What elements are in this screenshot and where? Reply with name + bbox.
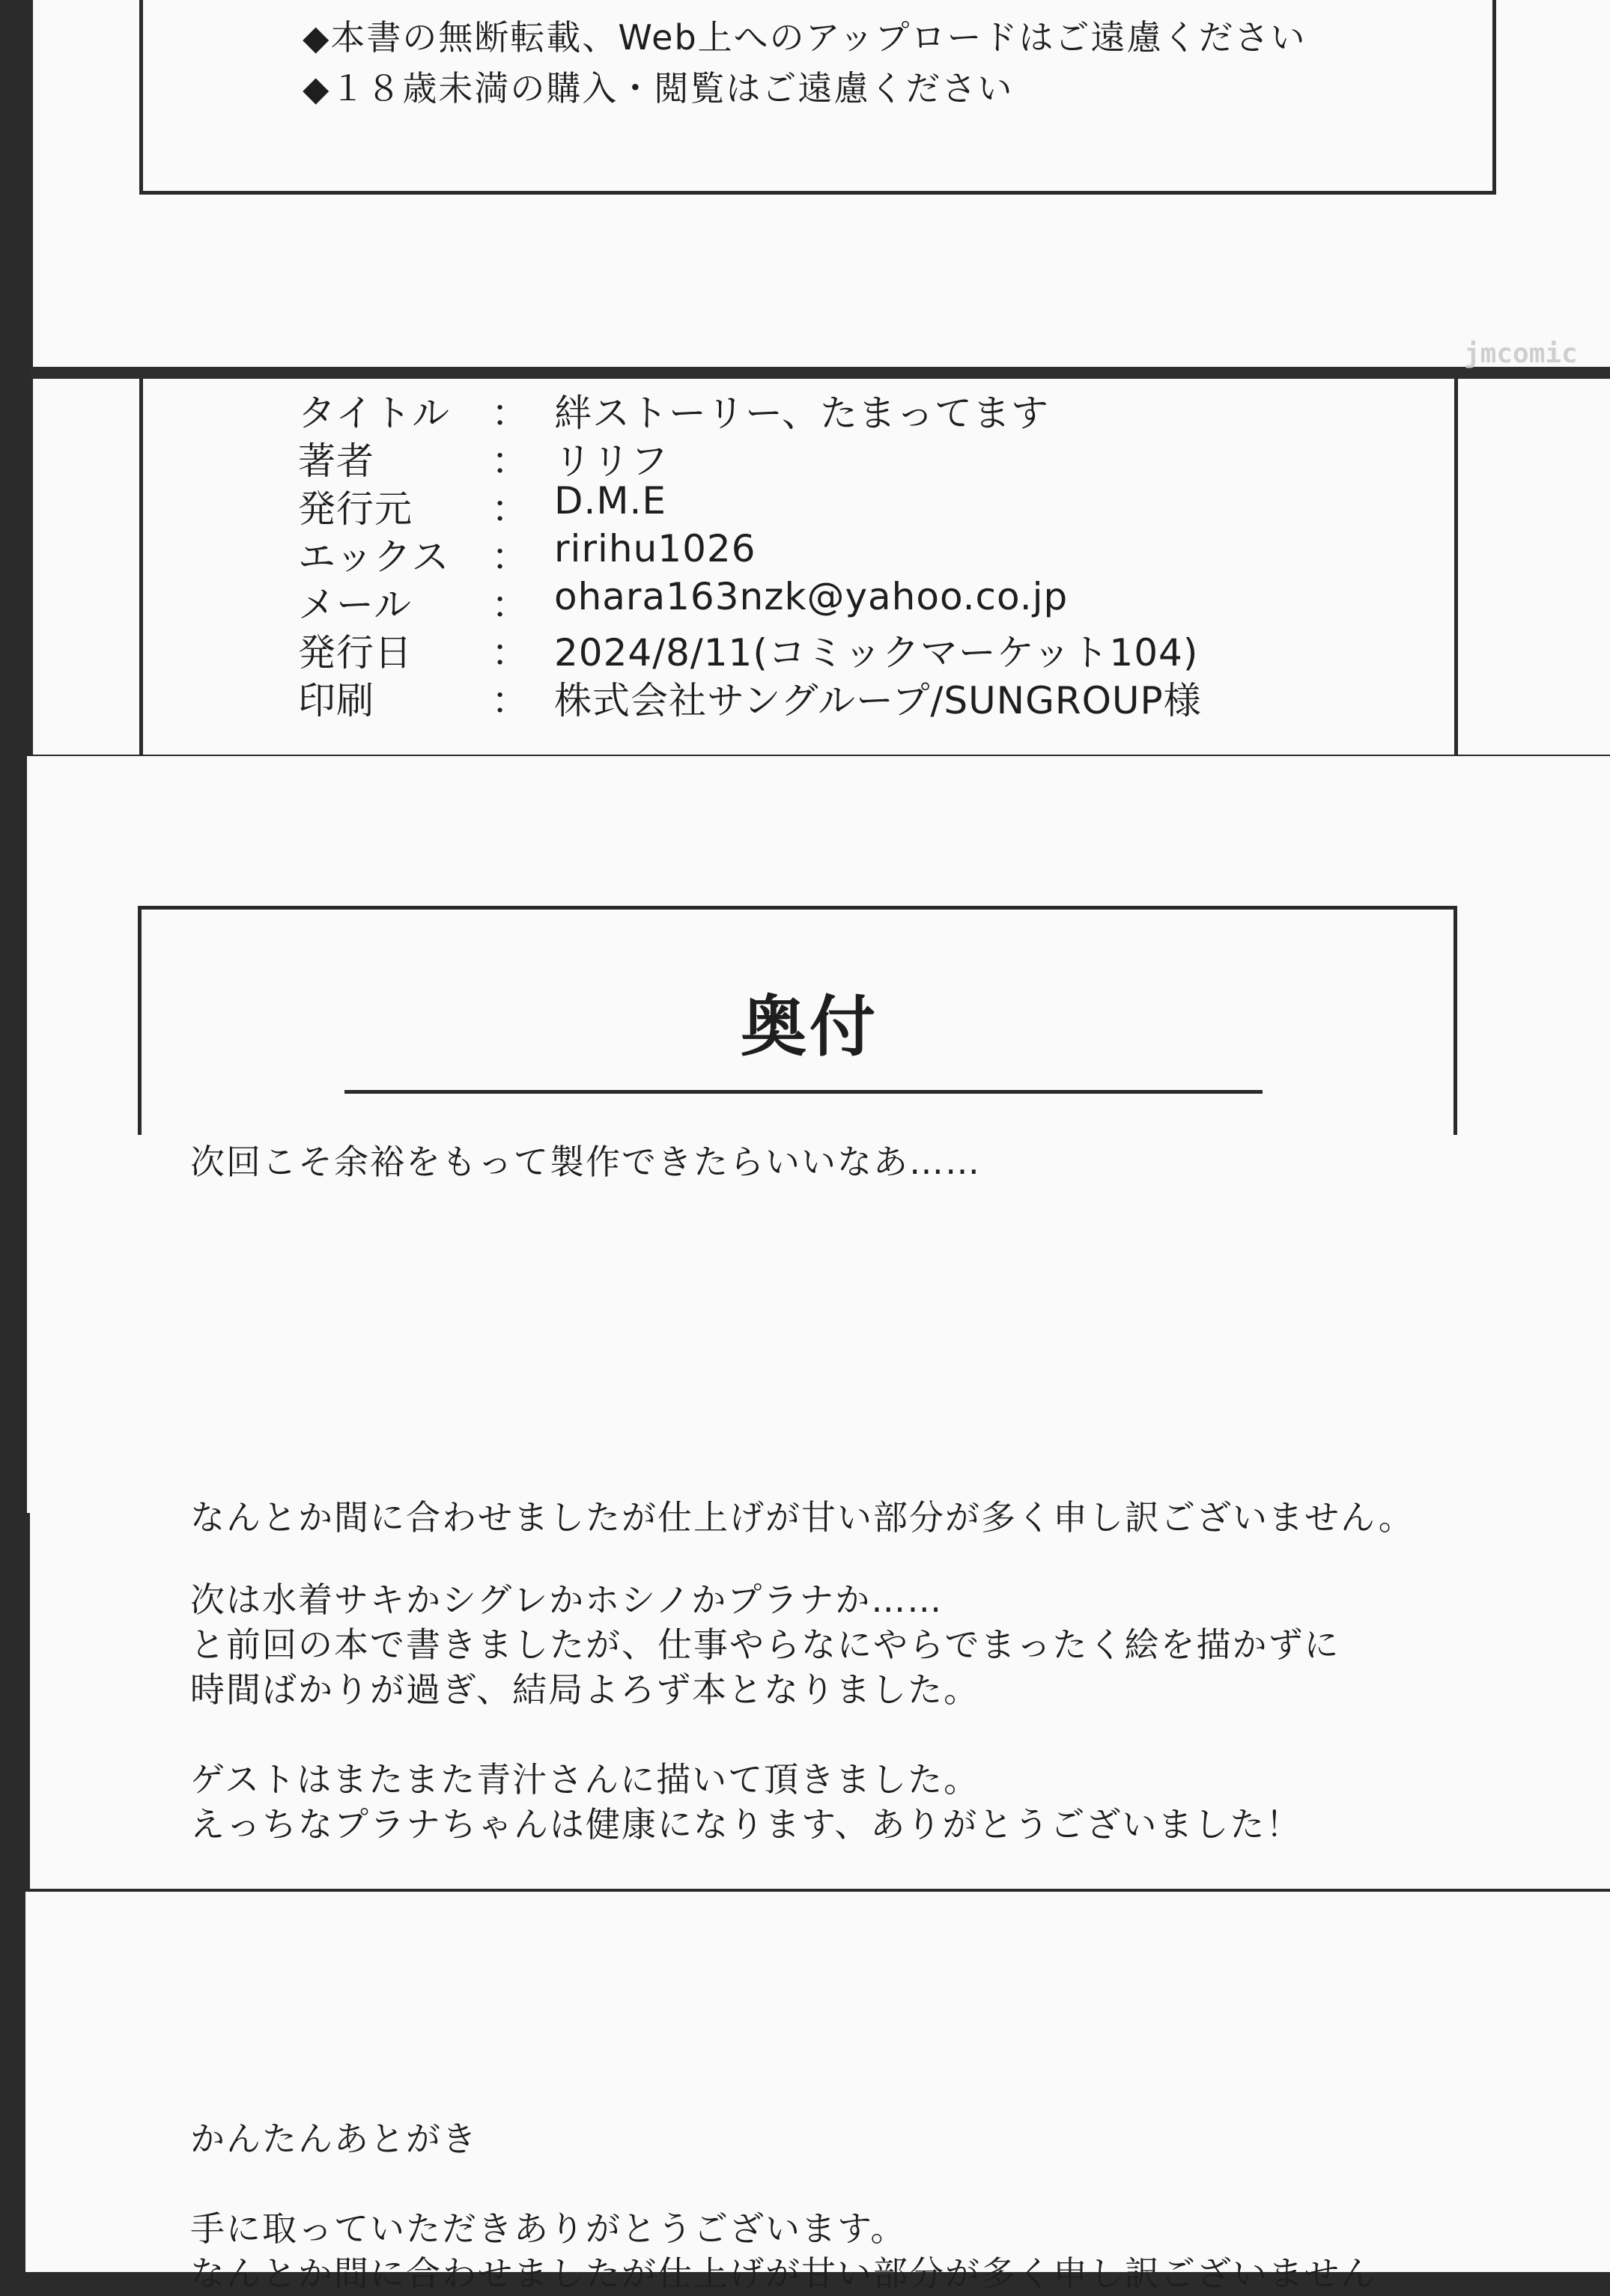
next-time-line: 次回こそ余裕をもって製作できたらいいなあ…… <box>190 1142 981 1182</box>
colophon-box-left-edge <box>139 379 143 755</box>
notice-line-2: ◆１８歳未満の購入・閲覧はご遠慮ください <box>303 68 1014 109</box>
notice-strip <box>33 0 1610 367</box>
cut-line: なんとか間に合わせましたが仕上げが甘い部分が多く申し訳ございません。 <box>190 1497 1415 1538</box>
para2-line-1: ゲストはまたまた青汁さんに描いて頂きました。 <box>190 1759 980 1800</box>
para2-line-2: えっちなプラナちゃんは健康になります、ありがとうございました！ <box>190 1804 1302 1845</box>
okuduke-box-top <box>138 906 1457 910</box>
simple-afterword-strip <box>25 1892 1610 2294</box>
watermark: jmcomic <box>1464 338 1578 369</box>
para1-line-1: 次は水着サキかシグレかホシノかプラナか…… <box>190 1580 944 1620</box>
bottom-cut-line: なんとか間に合わせましたが仕上げが甘い部分が多く申し訳ございません <box>190 2253 1376 2294</box>
separator-bar <box>30 367 1610 379</box>
afterword-heading: かんたんあとがき <box>190 2119 478 2159</box>
notice-line-1: ◆本書の無断転載、Web上へのアップロードはご遠慮ください <box>303 17 1307 58</box>
okuduke-title: 奥付 <box>741 988 879 1065</box>
next-time-strip <box>27 1135 1610 1513</box>
afterword-strip <box>30 1497 1610 1889</box>
okuduke-underline <box>344 1090 1263 1094</box>
okuduke-box-left <box>138 906 142 1135</box>
colophon-box-right-edge <box>1454 379 1458 755</box>
okuduke-box-right <box>1453 906 1457 1135</box>
okuduke-strip <box>27 756 1610 1135</box>
thanks-line: 手に取っていただきありがとうございます。 <box>190 2208 907 2249</box>
para1-line-2: と前回の本で書きましたが、仕事やらなにやらでまったく絵を描かずに <box>190 1624 1340 1665</box>
para1-line-3: 時間ばかりが過ぎ、結局よろず本となりました。 <box>190 1669 980 1710</box>
